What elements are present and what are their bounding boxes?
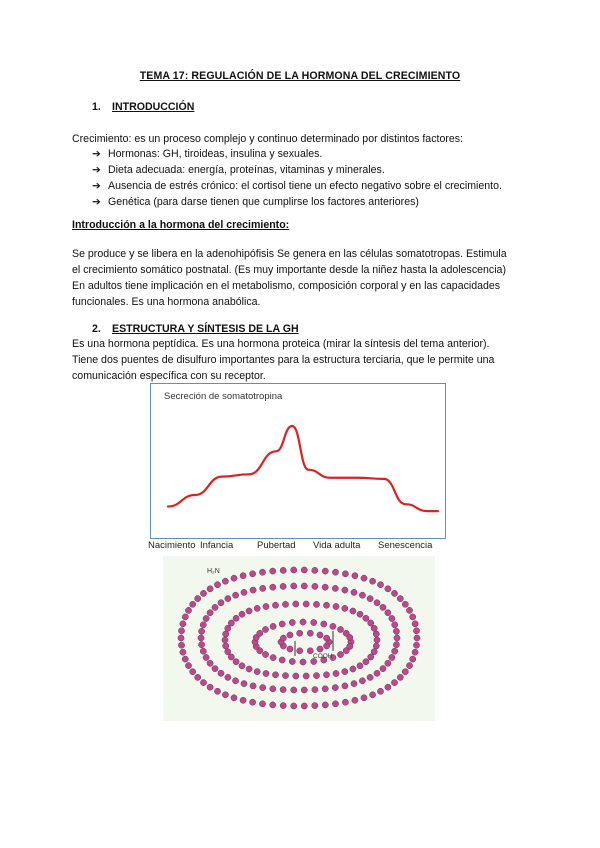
amino-acid-bead [350, 666, 356, 672]
amino-acid-bead [301, 583, 307, 589]
amino-acid-bead [200, 590, 206, 596]
amino-acid-bead [342, 571, 348, 577]
c-terminus-label: COOH [313, 653, 333, 660]
amino-acid-bead [361, 575, 367, 581]
amino-acid-bead [413, 642, 419, 648]
amino-acid-bead [307, 630, 313, 636]
amino-acid-bead [270, 702, 276, 708]
amino-acid-bead [300, 619, 306, 625]
amino-acid-bead [289, 619, 295, 625]
amino-acid-bead [370, 692, 376, 698]
amino-acid-bead [280, 567, 286, 573]
x-tick-label: Senescencia [378, 540, 433, 551]
amino-acid-bead [293, 673, 299, 679]
amino-acid-bead [280, 687, 286, 693]
amino-acid-bead [270, 584, 276, 590]
amino-acid-bead [324, 635, 330, 641]
amino-acid-bead [280, 703, 286, 709]
amino-acid-bead [231, 575, 237, 581]
amino-acid-bead [410, 656, 416, 662]
amino-acid-bead [250, 683, 256, 689]
amino-acid-bead [317, 646, 323, 652]
amino-acid-bead [373, 643, 379, 649]
amino-acid-bead [412, 621, 418, 627]
amino-acid-bead [280, 635, 286, 641]
amino-acid-bead [337, 626, 343, 632]
bullet-text: Genética (para darse tienen que cumplirse los factores anteriores) [108, 196, 419, 208]
amino-acid-bead [351, 589, 357, 595]
amino-acid-bead [178, 635, 184, 641]
amino-acid-bead [228, 620, 234, 626]
amino-acid-bead [222, 578, 228, 584]
amino-acid-bead [207, 660, 213, 666]
amino-acid-bead [351, 681, 357, 687]
amino-acid-bead [337, 651, 343, 657]
amino-acid-bead [282, 673, 288, 679]
amino-acid-bead [342, 699, 348, 705]
amino-acid-bead [332, 685, 338, 691]
amino-acid-bead [392, 648, 398, 654]
amino-acid-bead [333, 603, 339, 609]
subheading-gh-intro: Introducción a la hormona del crecimiento: [72, 219, 290, 231]
arrow-icon: ➔ [92, 196, 101, 208]
amino-acid-bead [343, 648, 349, 654]
amino-acid-bead [250, 699, 256, 705]
amino-acid-bead [291, 567, 297, 573]
amino-acid-bead [222, 692, 228, 698]
amino-acid-bead [270, 568, 276, 574]
amino-acid-bead [214, 688, 220, 694]
amino-acid-bead [312, 567, 318, 573]
amino-acid-bead [203, 615, 209, 621]
amino-acid-bead [225, 625, 231, 631]
amino-acid-bead [303, 673, 309, 679]
amino-acid-bead [332, 569, 338, 575]
amino-acid-bead [322, 568, 328, 574]
bullet-text: Ausencia de estrés crónico: el cortisol tiene un efecto negativo sobre el crecimiento. [108, 180, 502, 192]
amino-acid-bead [393, 628, 399, 634]
amino-acid-bead [207, 684, 213, 690]
arrow-icon: ➔ [92, 148, 101, 160]
amino-acid-bead [207, 586, 213, 592]
secretion-chart [150, 383, 446, 539]
paragraph-line: Se produce y se libera en la adenohipófisis Se genera en las células somatotropas. Estimula [72, 248, 507, 260]
amino-acid-bead [352, 697, 358, 703]
amino-acid-bead [385, 610, 391, 616]
amino-acid-bead [397, 674, 403, 680]
amino-acid-bead [200, 622, 206, 628]
x-tick-label: Nacimiento [148, 540, 196, 551]
amino-acid-bead [301, 703, 307, 709]
arrow-icon: ➔ [92, 164, 101, 176]
amino-acid-bead [332, 701, 338, 707]
amino-acid-bead [195, 596, 201, 602]
amino-acid-bead [367, 596, 373, 602]
amino-acid-bead [241, 589, 247, 595]
amino-acid-bead [406, 663, 412, 669]
amino-acid-bead [391, 680, 397, 686]
amino-acid-bead [223, 643, 229, 649]
amino-acid-bead [218, 670, 224, 676]
amino-acid-bead [263, 603, 269, 609]
paragraph-line: Tiene dos puentes de disulfuro importantes para la estructura terciaria, que le permite una [72, 354, 495, 366]
amino-acid-bead [301, 567, 307, 573]
paragraph-line: Es una hormona peptídica. Es una hormona proteica (mirar la síntesis del tema anterior). [72, 338, 490, 350]
amino-acid-bead [270, 623, 276, 629]
amino-acid-bead [371, 649, 377, 655]
amino-acid-bead [233, 615, 239, 621]
amino-acid-bead [323, 602, 329, 608]
amino-acid-bead [225, 649, 231, 655]
amino-acid-bead [259, 701, 265, 707]
amino-acid-bead [377, 688, 383, 694]
amino-acid-bead [270, 655, 276, 661]
section-2-heading [92, 323, 299, 335]
amino-acid-bead [324, 643, 330, 649]
amino-acid-bead [342, 669, 348, 675]
amino-acid-bead [368, 620, 374, 626]
amino-acid-bead [322, 686, 328, 692]
amino-acid-bead [262, 626, 268, 632]
amino-acid-bead [239, 663, 245, 669]
amino-acid-bead [300, 659, 306, 665]
arrow-icon: ➔ [92, 180, 101, 192]
section-2-title: ESTRUCTURA Y SÍNTESIS DE LA GH [112, 323, 299, 335]
amino-acid-bead [198, 635, 204, 641]
amino-acid-bead [297, 648, 303, 654]
amino-acid-bead [389, 615, 395, 621]
x-tick-label: Pubertad [257, 540, 296, 551]
amino-acid-bead [297, 630, 303, 636]
amino-acid-bead [377, 582, 383, 588]
amino-acid-bead [233, 592, 239, 598]
amino-acid-bead [312, 703, 318, 709]
section-1-title: INTRODUCCIÓN [112, 101, 195, 113]
amino-acid-bead [241, 681, 247, 687]
amino-acid-bead [263, 670, 269, 676]
amino-acid-bead [291, 583, 297, 589]
bullet-text: Dieta adecuada: energía, proteínas, vitaminas y minerales. [108, 164, 385, 176]
amino-acid-bead [262, 651, 268, 657]
series-line [168, 426, 438, 511]
amino-acid-bead [330, 623, 336, 629]
amino-acid-bead [254, 605, 260, 611]
bullet-text: Hormonas: GH, tiroideas, insulina y sexuales. [108, 148, 323, 160]
x-tick-label: Vida adulta [313, 540, 361, 551]
amino-acid-bead [311, 619, 317, 625]
amino-acid-bead [406, 607, 412, 613]
amino-acid-bead [214, 582, 220, 588]
amino-acid-bead [368, 654, 374, 660]
amino-acid-bead [178, 642, 184, 648]
bullet-item [92, 178, 502, 194]
amino-acid-bead [373, 631, 379, 637]
amino-acid-bead [371, 625, 377, 631]
amino-acid-bead [332, 585, 338, 591]
amino-acid-bead [389, 654, 395, 660]
amino-acid-bead [225, 674, 231, 680]
amino-acid-bead [233, 678, 239, 684]
amino-acid-bead [342, 605, 348, 611]
amino-acid-bead [233, 659, 239, 665]
amino-acid-bead [410, 614, 416, 620]
amino-acid-bead [374, 637, 380, 643]
amino-acid-bead [203, 654, 209, 660]
paragraph-line: comunicación específica con su receptor. [72, 370, 266, 382]
amino-acid-bead [301, 687, 307, 693]
amino-acid-bead [359, 592, 365, 598]
amino-acid-bead [287, 632, 293, 638]
section-1-intro: Crecimiento: es un proceso complejo y continuo determinado por distintos factores: [72, 133, 463, 145]
amino-acid-bead [385, 586, 391, 592]
amino-acid-bead [200, 648, 206, 654]
n-terminus-label: H₂N [207, 568, 220, 575]
amino-acid-bead [397, 596, 403, 602]
amino-acid-bead [322, 584, 328, 590]
amino-acid-bead [212, 604, 218, 610]
x-tick-label: Infancia [200, 540, 234, 551]
amino-acid-bead [246, 666, 252, 672]
amino-acid-bead [250, 571, 256, 577]
amino-acid-bead [313, 673, 319, 679]
amino-acid-bead [240, 697, 246, 703]
amino-acid-bead [359, 678, 365, 684]
amino-acid-bead [185, 663, 191, 669]
amino-acid-bead [199, 642, 205, 648]
amino-acid-bead [212, 666, 218, 672]
amino-acid-bead [279, 657, 285, 663]
amino-acid-bead [225, 596, 231, 602]
amino-acid-bead [303, 601, 309, 607]
amino-acid-bead [374, 600, 380, 606]
amino-acid-bead [260, 585, 266, 591]
amino-acid-bead [342, 587, 348, 593]
amino-acid-bead [178, 628, 184, 634]
amino-acid-bead [190, 601, 196, 607]
amino-acid-bead [323, 672, 329, 678]
document-title: TEMA 17: REGULACIÓN DE LA HORMONA DEL CRECIMIENTO [139, 70, 461, 82]
gh-amino-acid-chain [163, 556, 435, 721]
amino-acid-bead [385, 660, 391, 666]
amino-acid-bead [363, 615, 369, 621]
amino-acid-bead [313, 601, 319, 607]
paragraph-line: En adultos tiene implicación en el metabolismo, composición corporal y en las capacidades [72, 280, 501, 292]
paragraph-line: funcionales. Es una hormona anabólica. [72, 296, 261, 308]
amino-acid-bead [289, 658, 295, 664]
chart-title: Secreción de somatotropina [164, 391, 283, 402]
amino-acid-bead [280, 583, 286, 589]
amino-acid-bead [413, 628, 419, 634]
amino-acid-bead [222, 637, 228, 643]
amino-acid-bead [180, 649, 186, 655]
amino-acid-bead [322, 702, 328, 708]
amino-acid-bead [270, 686, 276, 692]
amino-acid-bead [363, 659, 369, 665]
section-2-number: 2. [92, 323, 101, 335]
amino-acid-bead [240, 573, 246, 579]
amino-acid-bead [393, 642, 399, 648]
amino-acid-bead [333, 670, 339, 676]
amino-acid-bead [250, 587, 256, 593]
amino-acid-bead [385, 684, 391, 690]
amino-acid-bead [185, 607, 191, 613]
amino-acid-bead [412, 649, 418, 655]
amino-acid-bead [254, 669, 260, 675]
amino-acid-bead [357, 663, 363, 669]
amino-acid-bead [361, 695, 367, 701]
amino-acid-bead [394, 635, 400, 641]
amino-acid-bead [259, 569, 265, 575]
amino-acid-bead [190, 669, 196, 675]
amino-acid-bead [279, 621, 285, 627]
amino-acid-bead [180, 621, 186, 627]
amino-acid-bead [182, 614, 188, 620]
amino-acid-bead [342, 683, 348, 689]
paragraph-line: el crecimiento somático postnatal. (Es muy importante desde la niñez hasta la adolescencia) [72, 264, 506, 276]
amino-acid-bead [223, 631, 229, 637]
amino-acid-bead [357, 611, 363, 617]
amino-acid-bead [317, 632, 323, 638]
amino-acid-bead [402, 669, 408, 675]
amino-acid-bead [257, 630, 263, 636]
amino-acid-bead [246, 608, 252, 614]
amino-acid-bead [312, 583, 318, 589]
amino-acid-bead [374, 670, 380, 676]
amino-acid-bead [260, 685, 266, 691]
amino-acid-bead [207, 610, 213, 616]
amino-acid-bead [293, 601, 299, 607]
amino-acid-bead [352, 573, 358, 579]
amino-acid-bead [239, 611, 245, 617]
amino-acid-bead [392, 622, 398, 628]
amino-acid-bead [182, 656, 188, 662]
amino-acid-bead [272, 672, 278, 678]
amino-acid-bead [402, 601, 408, 607]
amino-acid-bead [287, 646, 293, 652]
amino-acid-bead [218, 600, 224, 606]
section-1-heading [92, 101, 194, 113]
amino-acid-bead [312, 687, 318, 693]
amino-acid-bead [350, 608, 356, 614]
amino-acid-bead [414, 635, 420, 641]
bullet-item [92, 146, 322, 162]
amino-acid-bead [291, 703, 297, 709]
amino-acid-bead [282, 601, 288, 607]
amino-acid-bead [231, 695, 237, 701]
amino-acid-bead [367, 674, 373, 680]
bullet-item [92, 194, 419, 210]
amino-acid-bead [391, 590, 397, 596]
amino-acid-bead [199, 628, 205, 634]
bullet-item [92, 162, 385, 178]
amino-acid-bead [272, 602, 278, 608]
amino-acid-bead [380, 666, 386, 672]
amino-acid-bead [291, 687, 297, 693]
amino-acid-bead [228, 654, 234, 660]
section-1-number: 1. [92, 101, 101, 113]
amino-acid-bead [380, 604, 386, 610]
amino-acid-bead [321, 621, 327, 627]
amino-acid-bead [370, 578, 376, 584]
amino-acid-bead [200, 680, 206, 686]
amino-acid-bead [347, 634, 353, 640]
amino-acid-bead [195, 674, 201, 680]
